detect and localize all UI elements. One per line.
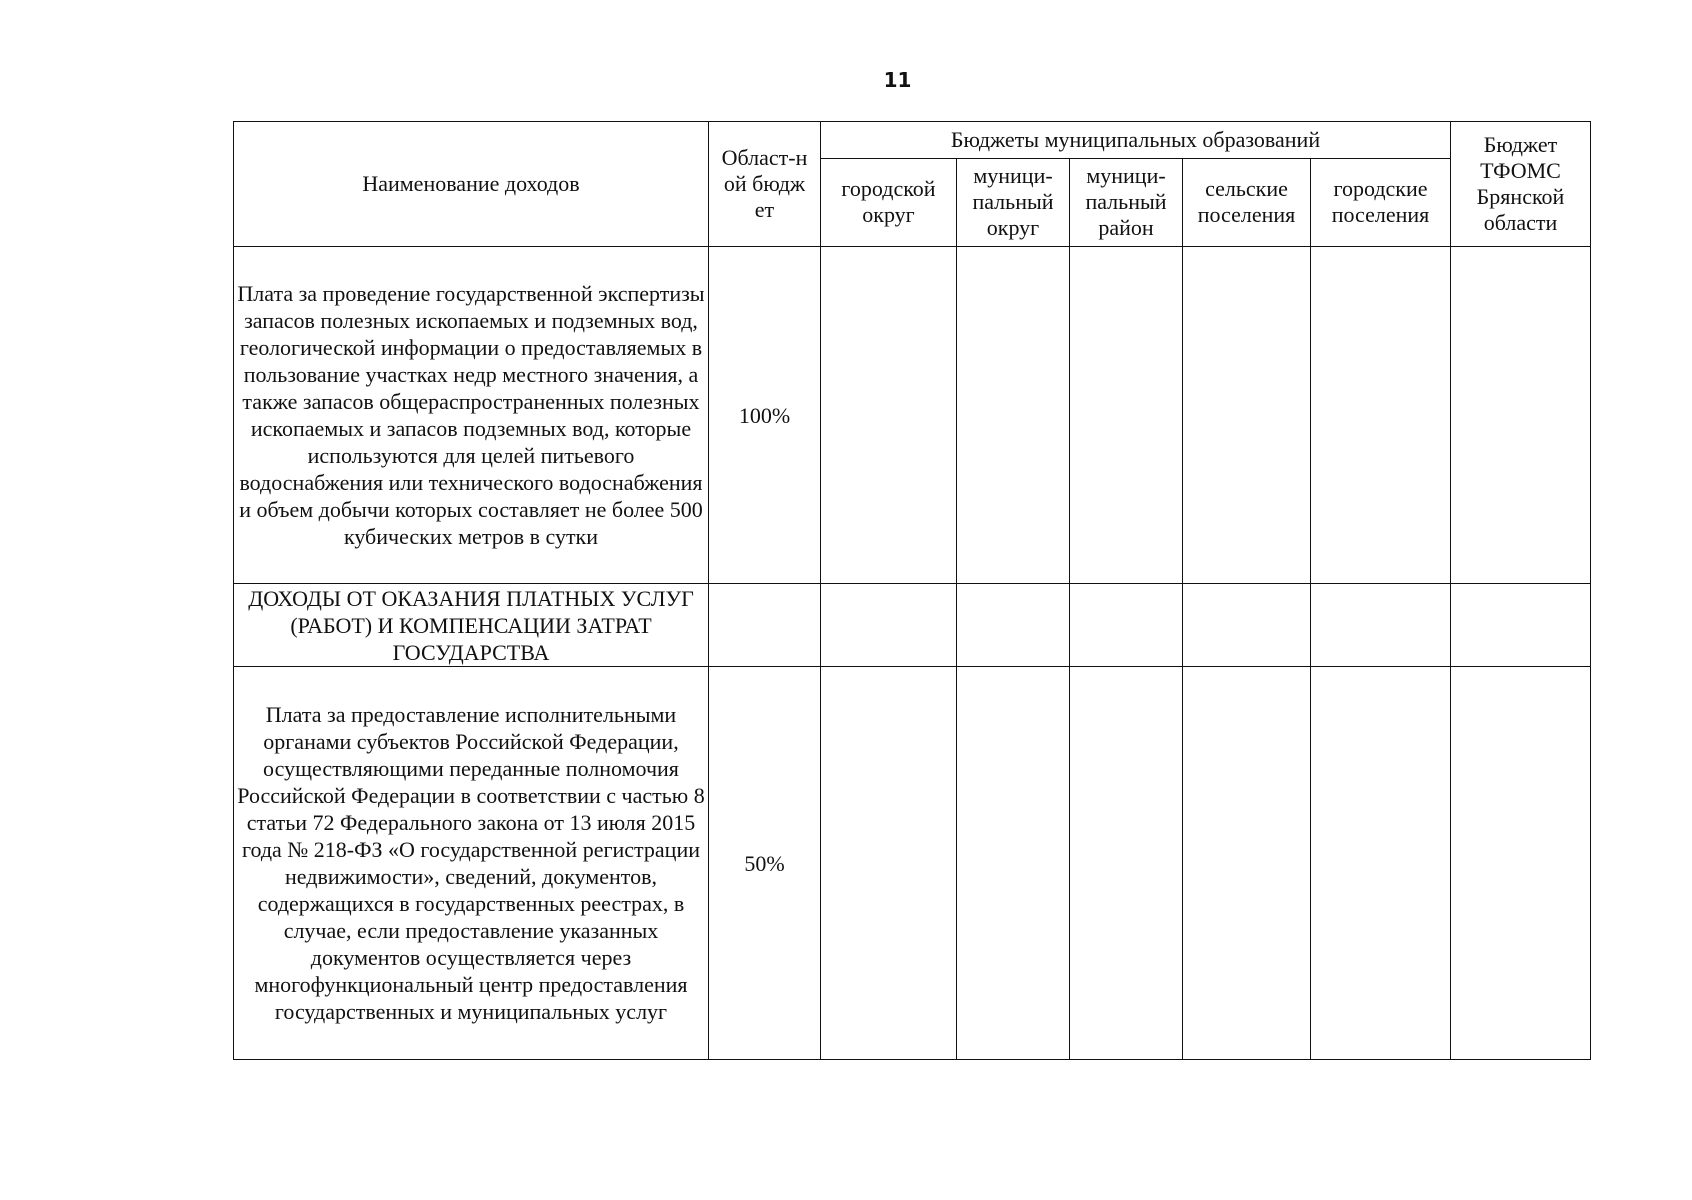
empty-cell [957,584,1070,667]
header-municipal-district [1070,158,1183,246]
header-municipal-okrug [957,158,1070,246]
header-municipal-okrug-label: муници-пальный округ [972,163,1054,241]
empty-cell [1311,584,1451,667]
income-name-cell: Плата за проведение государственной экспертизы запасов полезных ископаемых и подземных вод, геологической информации о предоставляемых в пользование участках недр местного значения, а также запасов общераспространенных полезных ископаемых и запасов подземных вод, которые используются для целей питьевого водоснабжения или технического водоснабжения и объем добычи которых составляет не более 500 кубических метров в сутки [234,247,709,584]
table-row [234,667,1591,1060]
regional-budget-cell: 50% [709,667,821,1060]
section-heading-cell: ДОХОДЫ ОТ ОКАЗАНИЯ ПЛАТНЫХ УСЛУГ (РАБОТ) И КОМПЕНСАЦИИ ЗАТРАТ ГОСУДАРСТВА [234,584,709,667]
header-tfoms-budget: Бюджет ТФОМС Брянской области [1451,122,1591,247]
page-number: 11 [883,68,912,92]
empty-cell [1451,247,1591,584]
empty-cell [821,247,957,584]
header-regional-budget [709,122,821,247]
header-rural-settlements: сельские поселения [1183,158,1311,246]
empty-cell [1451,667,1591,1060]
header-city-district: городской округ [821,158,957,246]
empty-cell [1183,667,1311,1060]
income-name-cell: Плата за предоставление исполнительными органами субъектов Российской Федерации, осуществляющими переданные полномочия Российской Федерации в соответствии с частью 8 статьи 72 Федерального закона от 13 июля 2015 года № 218-ФЗ «О государственной регистрации недвижимости», сведений, документов, содержащихся в государственных реестрах, в случае, если предоставление указанных документов осуществляется через многофункциональный центр предоставления государственных и муниципальных услуг [234,667,709,1060]
empty-cell [1070,247,1183,584]
empty-cell [821,584,957,667]
empty-cell [1070,667,1183,1060]
empty-cell [1183,247,1311,584]
empty-cell [1311,667,1451,1060]
header-municipal-budgets: Бюджеты муниципальных образований [821,122,1451,159]
regional-budget-cell: 100% [709,247,821,584]
empty-cell [1311,247,1451,584]
empty-cell [821,667,957,1060]
income-distribution-table [233,121,1591,1060]
table-row [234,247,1591,584]
header-income-name: Наименование доходов [234,122,709,247]
empty-cell [1070,584,1183,667]
header-row-top [234,122,1591,159]
empty-cell [957,247,1070,584]
table-row-section-heading [234,584,1591,667]
empty-cell [1183,584,1311,667]
header-regional-budget-label: Област-ной бюджет [721,145,808,222]
empty-cell [1451,584,1591,667]
empty-cell [957,667,1070,1060]
header-urban-settlements: городские поселения [1311,158,1451,246]
regional-budget-cell [709,584,821,667]
header-municipal-district-label: муници-пальный район [1085,163,1167,241]
